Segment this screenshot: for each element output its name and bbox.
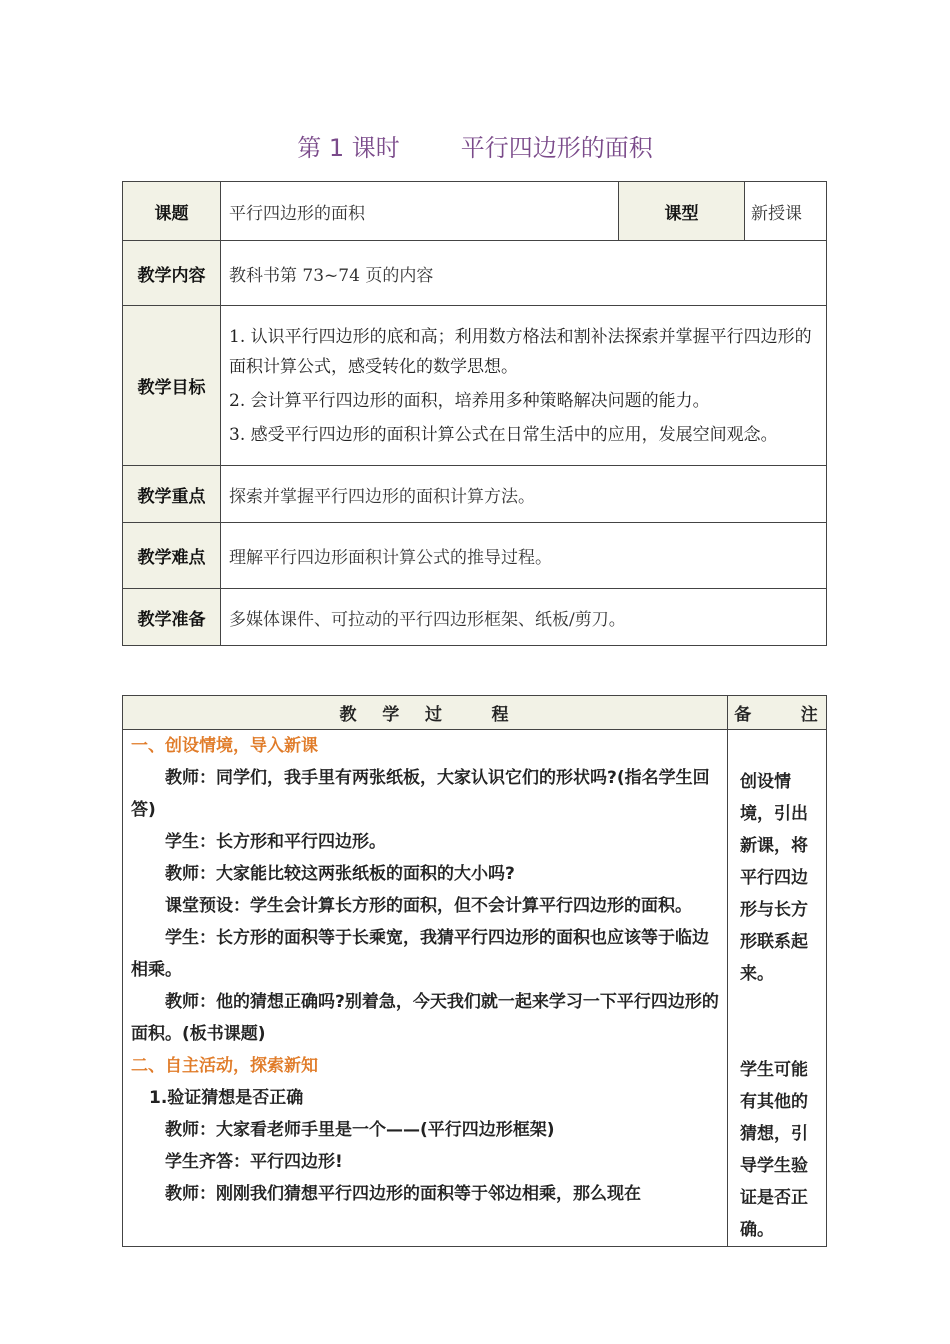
content-label: 教学内容 [123, 241, 221, 306]
goal-item: 3. 感受平行四边形的面积计算公式在日常生活中的应用，发展空间观念。 [229, 424, 778, 445]
process-line: 教师：大家看老师手里是一个——(平行四边形框架) [165, 1120, 555, 1140]
process-line: 二、自主活动，探索新知 [131, 1056, 318, 1076]
process-line: 一、创设情境，导入新课 [131, 736, 318, 756]
notes-header: 备 注 [728, 696, 827, 730]
note-2: 学生可能有其他的猜想，引导学生验证是否正确。 [740, 1060, 808, 1240]
type-label: 课型 [619, 182, 745, 241]
process-line: 1.验证猜想是否正确 [149, 1088, 304, 1108]
process-line: 课堂预设：学生会计算长方形的面积，但不会计算平行四边形的面积。 [165, 896, 692, 916]
topic-value: 平行四边形的面积 [221, 182, 619, 241]
teaching-process-table [122, 695, 827, 1247]
goals-cell [221, 306, 827, 466]
topic-label: 课题 [123, 182, 221, 241]
difficulty-label: 教学难点 [123, 523, 221, 589]
page-title: 第 1 课时 平行四边形的面积 [297, 134, 653, 162]
goal-item: 1. 认识平行四边形的底和高；利用数方格法和割补法探索并掌握平行四边形的面积计算公式，感受转化的数学思想。 [229, 326, 812, 377]
prep-value: 多媒体课件、可拉动的平行四边形框架、纸板/剪刀。 [221, 589, 827, 646]
notes-text [728, 766, 826, 1246]
lesson-info-table [122, 181, 827, 646]
process-line: 教师：同学们，我手里有两张纸板，大家认识它们的形状吗?(指名学生回答) [131, 768, 710, 820]
process-line: 教师：他的猜想正确吗?别着急，今天我们就一起来学习一下平行四边形的面积。(板书课题) [131, 992, 719, 1044]
process-line: 学生：长方形和平行四边形。 [165, 832, 386, 852]
prep-label: 教学准备 [123, 589, 221, 646]
process-header: 教 学 过 程 [123, 696, 728, 730]
goal-item: 2. 会计算平行四边形的面积，培养用多种策略解决问题的能力。 [229, 390, 710, 411]
key-value: 探索并掌握平行四边形的面积计算方法。 [221, 466, 827, 523]
process-line: 教师：刚刚我们猜想平行四边形的面积等于邻边相乘，那么现在 [165, 1184, 641, 1204]
key-label: 教学重点 [123, 466, 221, 523]
notes-body [728, 730, 827, 1247]
difficulty-value: 理解平行四边形面积计算公式的推导过程。 [221, 523, 827, 589]
type-value: 新授课 [745, 182, 827, 241]
goals-label: 教学目标 [123, 306, 221, 466]
process-text [123, 730, 727, 1210]
process-body [123, 730, 728, 1247]
content-value: 教科书第 73~74 页的内容 [221, 241, 827, 306]
process-line: 学生：长方形的面积等于长乘宽，我猜平行四边形的面积也应该等于临边相乘。 [131, 928, 709, 980]
process-line: 学生齐答：平行四边形! [165, 1152, 343, 1172]
note-1: 创设情境，引出新课，将平行四边形与长方形联系起来。 [740, 772, 808, 984]
process-line: 教师：大家能比较这两张纸板的面积的大小吗? [165, 864, 515, 884]
